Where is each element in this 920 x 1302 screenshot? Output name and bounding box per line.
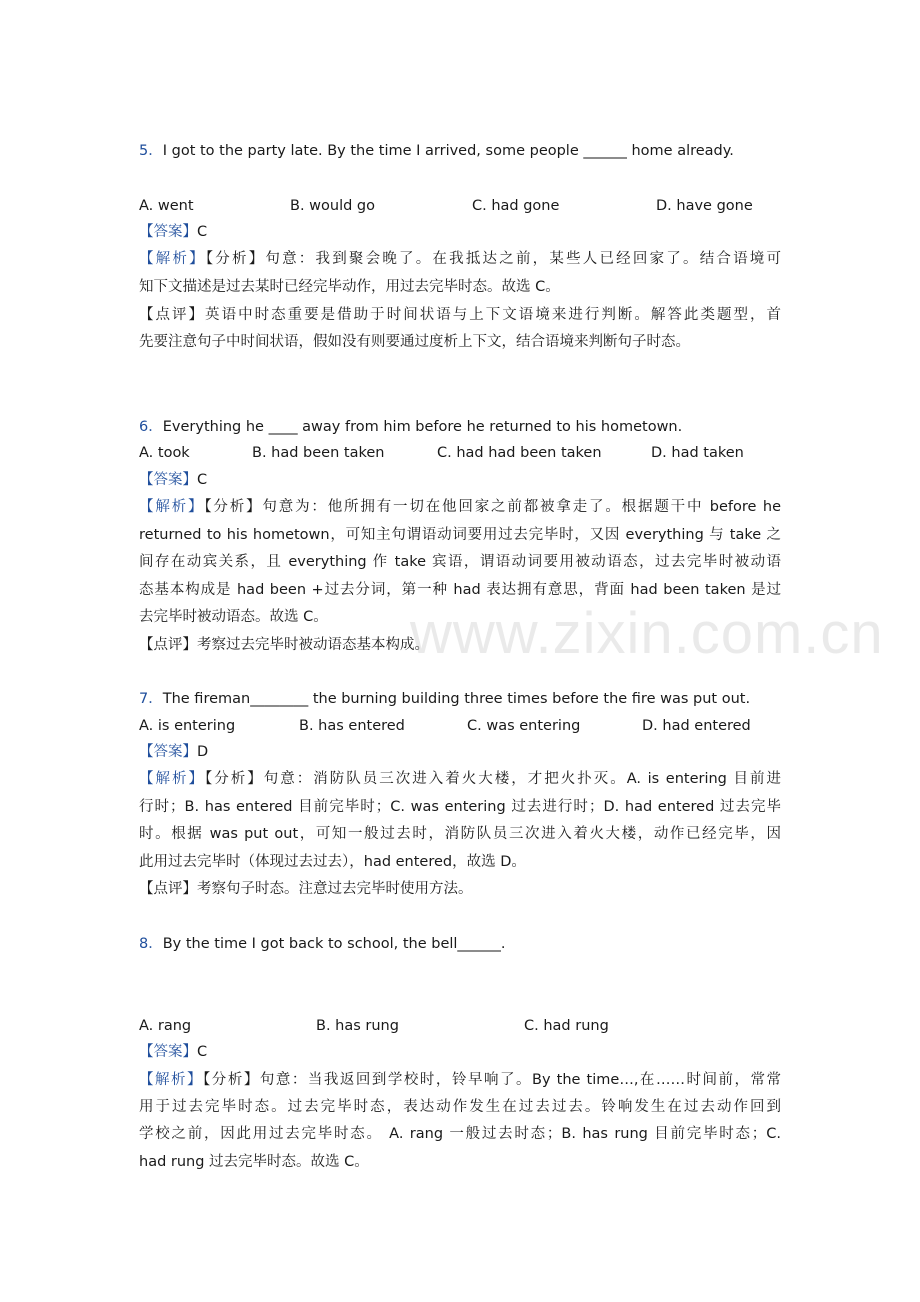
comment-line: 【点评】考察句子时态。注意过去完毕时使用方法。 bbox=[139, 881, 473, 897]
answer-line bbox=[139, 1042, 781, 1062]
analysis-line: 学校之前，因此用过去完毕时态。 A. rang 一般过去时态；B. has rung 目前完毕时态；C. bbox=[139, 1126, 781, 1142]
option-c: C. had had been taken bbox=[437, 445, 602, 461]
option-c: C. had rung bbox=[524, 1018, 609, 1034]
analysis-tag: 【解析】 bbox=[139, 251, 206, 267]
option-a: A. is entering bbox=[139, 718, 236, 734]
analysis-line: 知下文描述是过去某时已经完毕动作，用过去完毕时态。故选 C。 bbox=[139, 279, 560, 295]
option-a: A. went bbox=[139, 198, 194, 214]
option-d: D. had taken bbox=[651, 445, 744, 461]
option-d: D. have gone bbox=[656, 198, 753, 214]
answer-tag: 【答案】 bbox=[139, 224, 197, 240]
analysis-line bbox=[139, 249, 781, 269]
question-number: 8． bbox=[139, 936, 163, 952]
analysis-text: 【分析】句意为：他所拥有一切在他回家之前都被拿走了。根据题干中 before he bbox=[204, 499, 781, 515]
answer-line bbox=[139, 470, 781, 490]
option-c: C. had gone bbox=[472, 198, 560, 214]
analysis-text: 【分析】句意：当我返回到学校时，铃早响了。By the time…,在……时间前，常常 bbox=[203, 1072, 781, 1088]
analysis-line: 用于过去完毕时态。过去完毕时态，表达动作发生在过去过去。铃响发生在过去动作回到 bbox=[139, 1099, 781, 1115]
analysis-text: 【分析】句意：我到聚会晚了。在我抵达之前，某些人已经回家了。结合语境可 bbox=[205, 251, 782, 267]
analysis-line: returned to his hometown，可知主句谓语动词要用过去完毕时，又因 everything 与 take 之 bbox=[139, 527, 781, 543]
answer-tag: 【答案】 bbox=[139, 472, 197, 488]
question-text: Everything he ____ away from him before he returned to his hometown. bbox=[162, 419, 683, 435]
answer-tag: 【答案】 bbox=[139, 1044, 197, 1060]
option-d: D. had entered bbox=[642, 718, 751, 734]
option-b: B. would go bbox=[290, 198, 376, 214]
question-number: 5． bbox=[139, 143, 163, 159]
analysis-line: 此用过去完毕时（体现过去过去），had entered，故选 D。 bbox=[139, 854, 526, 870]
question-number: 6． bbox=[139, 419, 163, 435]
answer-line bbox=[139, 742, 781, 762]
question-8-stem bbox=[139, 934, 781, 954]
question-number: 7． bbox=[139, 691, 163, 707]
analysis-line: 间存在动宾关系，且 everything 作 take 宾语，谓语动词要用被动语态，过去完毕时被动语 bbox=[139, 554, 781, 570]
question-text: By the time I got back to school, the bell______. bbox=[162, 936, 506, 952]
analysis-tag: 【解析】 bbox=[139, 771, 205, 787]
option-c: C. was entering bbox=[467, 718, 581, 734]
analysis-text: 【分析】句意：消防队员三次进入着火大楼，才把火扑灭。A. is entering 目前进 bbox=[205, 771, 781, 787]
analysis-line: 去完毕时被动语态。故选 C。 bbox=[139, 609, 328, 625]
comment-line: 先要注意句子中时间状语，假如没有则要通过度析上下文，结合语境来判断句子时态。 bbox=[139, 334, 690, 350]
question-6-stem bbox=[139, 417, 781, 437]
answer-value: C bbox=[197, 224, 208, 240]
comment-line: 【点评】考察过去完毕时被动语态基本构成。 bbox=[139, 637, 429, 653]
option-b: B. had been taken bbox=[252, 445, 385, 461]
option-a: A. rang bbox=[139, 1018, 192, 1034]
watermark: www.zixin.com.cn bbox=[410, 601, 884, 666]
option-b: B. has entered bbox=[299, 718, 405, 734]
analysis-line: had rung 过去完毕时态。故选 C。 bbox=[139, 1154, 369, 1170]
answer-line bbox=[139, 222, 781, 242]
analysis-line: 时。根据 was put out，可知一般过去时，消防队员三次进入着火大楼，动作已经完毕，因 bbox=[139, 826, 781, 842]
comment-line: 【点评】英语中时态重要是借助于时间状语与上下文语境来进行判断。解答此类题型，首 bbox=[139, 307, 781, 323]
answer-tag: 【答案】 bbox=[139, 744, 197, 760]
analysis-line bbox=[139, 1070, 781, 1090]
question-5-stem bbox=[139, 141, 781, 161]
answer-value: C bbox=[197, 1044, 208, 1060]
analysis-line bbox=[139, 497, 781, 517]
analysis-tag: 【解析】 bbox=[139, 1072, 204, 1088]
answer-value: D bbox=[197, 744, 209, 760]
question-text: The fireman________ the burning building three times before the fire was put out. bbox=[162, 691, 751, 707]
option-a: A. took bbox=[139, 445, 190, 461]
question-text: I got to the party late. By the time I arrived, some people ______ home already. bbox=[162, 143, 734, 159]
answer-value: C bbox=[197, 472, 208, 488]
analysis-line: 态基本构成是 had been +过去分词，第一种 had 表达拥有意思，背面 had been taken 是过 bbox=[139, 582, 781, 598]
analysis-line: 行时；B. has entered 目前完毕时；C. was entering 过去进行时；D. had entered 过去完毕 bbox=[139, 799, 781, 815]
analysis-line bbox=[139, 769, 781, 789]
option-b: B. has rung bbox=[316, 1018, 399, 1034]
question-7-stem bbox=[139, 689, 781, 709]
analysis-tag: 【解析】 bbox=[139, 499, 205, 515]
